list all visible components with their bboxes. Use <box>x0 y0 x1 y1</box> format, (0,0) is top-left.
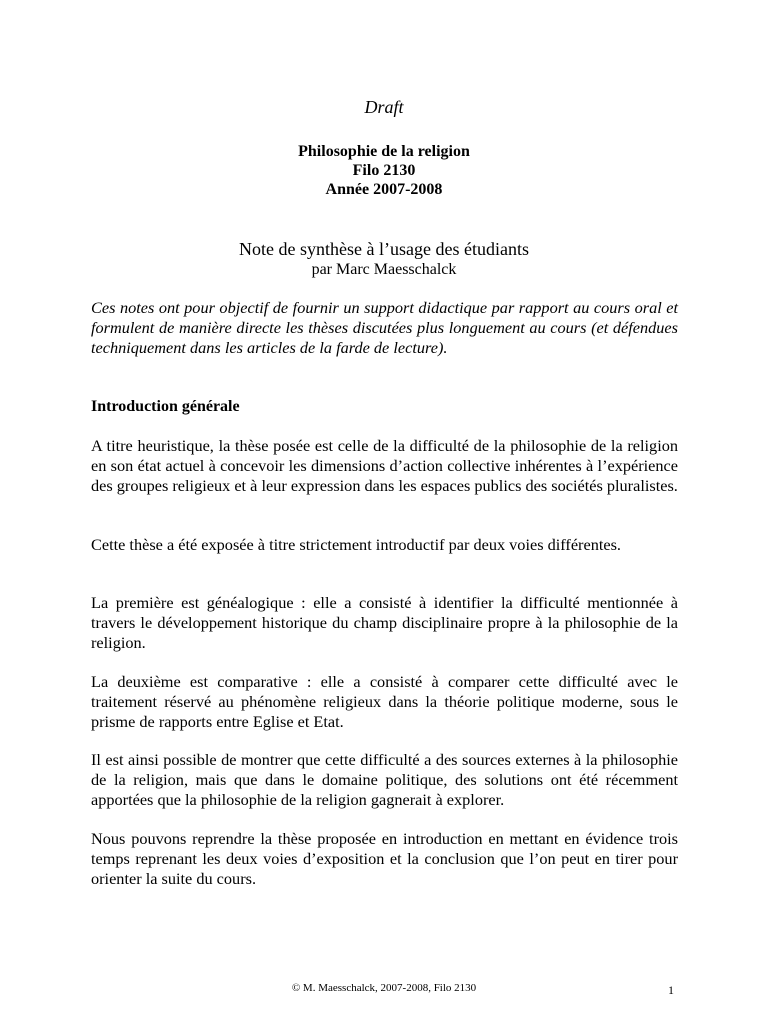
paragraph: Il est ainsi possible de montrer que cette difficulté a des sources externes à la philosophie de la religion, mais que dans le domaine politique, des solutions ont été récemment apportées que la philosophie de la religion gagnerait à explorer. <box>91 750 678 809</box>
author-line: par Marc Maesschalck <box>311 261 457 278</box>
course-year: Année 2007-2008 <box>325 181 443 198</box>
section-heading: Introduction générale <box>91 398 240 415</box>
page-number: 1 <box>668 983 674 997</box>
paragraph: La deuxième est comparative : elle a consisté à comparer cette difficulté avec le traitement réservé au phénomène religieux dans la théorie politique moderne, sous le prisme de rapports entre Eglise et Etat. <box>91 672 678 731</box>
page-footer: © M. Maesschalck, 2007-2008, Filo 2130 <box>291 982 477 994</box>
paragraph: La première est généalogique : elle a consisté à identifier la difficulté mentionnée à travers le développement historique du champ disciplinaire propre à la philosophie de la religion. <box>91 593 678 652</box>
paragraph: Cette thèse a été exposée à titre strictement introductif par deux voies différentes. <box>91 535 621 554</box>
course-title: Philosophie de la religion <box>298 143 470 160</box>
course-code: Filo 2130 <box>352 162 416 179</box>
draft-label: Draft <box>364 97 404 117</box>
note-title: Note de synthèse à l’usage des étudiants <box>239 239 529 259</box>
abstract: Ces notes ont pour objectif de fournir un support didactique par rapport au cours oral et formulent de manière directe les thèses discutées plus longuement au cours (et défendues techniquement dans les articles de la farde de lecture). <box>91 298 678 357</box>
course-header <box>0 142 768 199</box>
paragraph: Nous pouvons reprendre la thèse proposée en introduction en mettant en évidence trois temps reprenant les deux voies d’exposition et la conclusion que l’on peut en tirer pour orienter la suite du cours. <box>91 829 678 888</box>
paragraph: A titre heuristique, la thèse posée est celle de la difficulté de la philosophie de la religion en son état actuel à concevoir les dimensions d’action collective inhérentes à l’expérience des groupes religieux et à leur expression dans les espaces publics des sociétés pluralistes. <box>91 436 678 495</box>
